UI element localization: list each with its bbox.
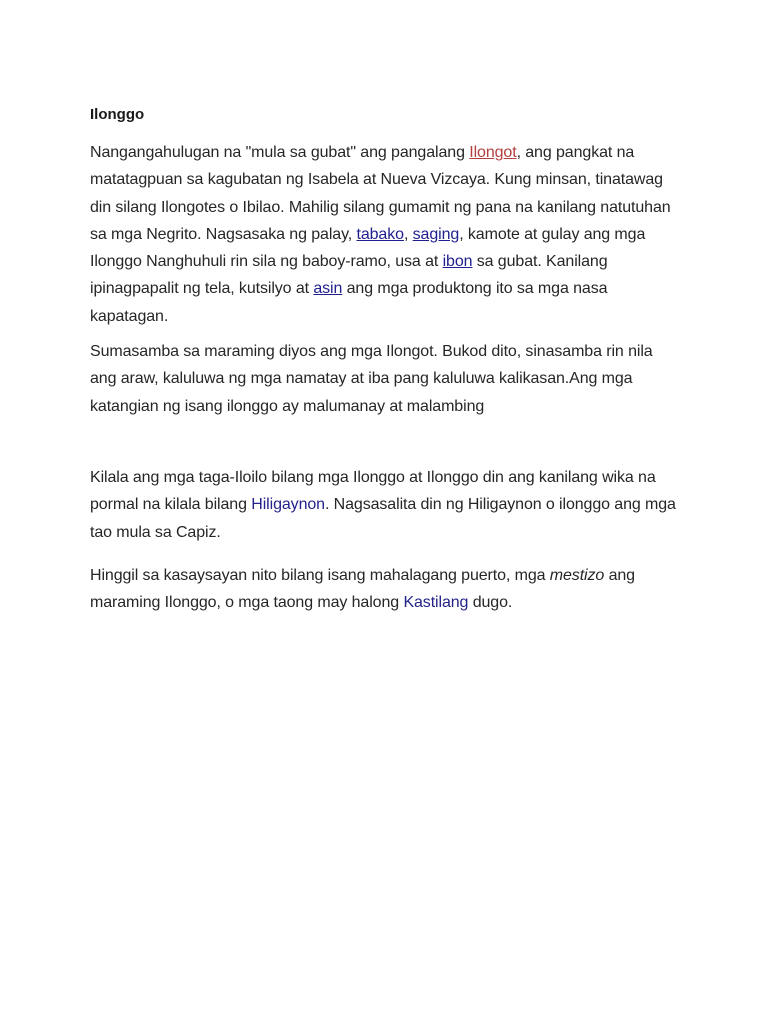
text-span: Nangangahulugan na "mula sa gubat" ang pangalang xyxy=(90,144,470,161)
text-span: Hinggil sa kasaysayan nito bilang isang mahalagang puerto, mga xyxy=(90,566,550,584)
link-asin[interactable]: asin xyxy=(313,280,343,298)
text-span: . Nagsasalita din ng Hiligaynon o ilonggo ang mga tao mula sa Capiz. xyxy=(90,496,676,541)
text-span: , xyxy=(403,225,413,243)
link-ibon[interactable]: ibon xyxy=(442,253,473,271)
text-span: dugo. xyxy=(468,594,513,612)
link-saging[interactable]: saging xyxy=(412,225,460,243)
link-ilongot[interactable]: Ilongot xyxy=(469,144,517,161)
text-span: , ang pangkat na matatagpuan sa kagubatan ng Isabela at Nueva Vizcaya. Kung minsan, tinatawag din silang Ilongotes o Ibilao. Mahilig silang gumamit ng pana na kanilang natutuhan sa mga Negrito. Nagsasaka ng palay, xyxy=(90,144,671,243)
paragraph-iloilo xyxy=(90,464,680,546)
text-span: ang maraming Ilonggo, o mga taong may halong xyxy=(90,566,635,612)
text-span: , kamote at gulay ang mga Ilonggo Nanghuhuli rin sila ng baboy-ramo, usa at xyxy=(90,225,646,271)
link-kastilang[interactable]: Kastilang xyxy=(403,594,469,612)
link-hiligaynon[interactable]: Hiligaynon xyxy=(251,496,325,514)
text-span: ang mga produktong ito sa mga nasa kapatagan. xyxy=(90,280,608,325)
paragraph-ilongot xyxy=(90,139,680,330)
paragraph-worship: Sumasamba sa maraming diyos ang mga Ilongot. Bukod dito, sinasamba rin nila ang araw, kaluluwa ng mga namatay at iba pang kaluluwa kalikasan.Ang mga katangian ng isang ilonggo ay malumanay at malambing xyxy=(90,343,653,415)
document-page xyxy=(90,105,680,616)
text-span: sa gubat. Kanilang ipinagpapalit ng tela, kutsilyo at xyxy=(90,253,608,298)
text-span: Kilala ang mga taga-Iloilo bilang mga Ilonggo at Ilonggo din ang kanilang wika na pormal na kilala bilang xyxy=(90,468,656,514)
link-tabako[interactable]: tabako xyxy=(356,225,404,243)
document-title: Ilonggo xyxy=(90,106,145,123)
paragraph-history xyxy=(90,562,680,617)
emphasis-mestizo: mestizo xyxy=(549,566,605,584)
